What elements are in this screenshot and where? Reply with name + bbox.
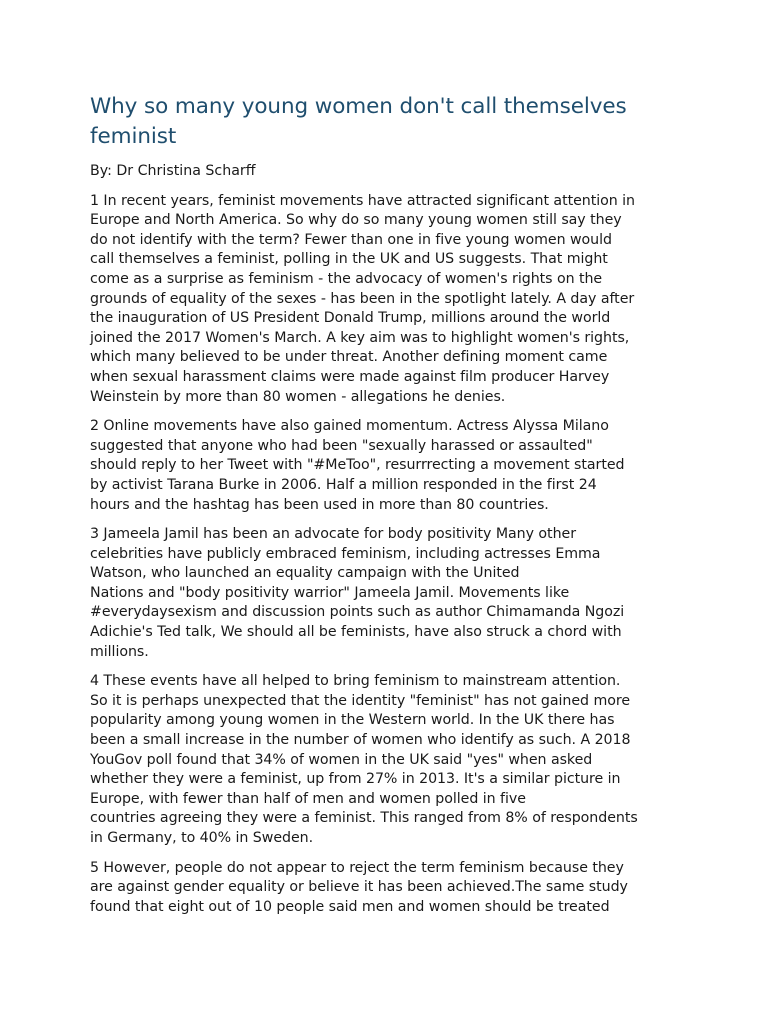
title-line: Why so many young women don't call themselves [90, 94, 627, 119]
page-title [90, 92, 682, 152]
article-body [90, 192, 682, 918]
paragraph-4 [90, 672, 682, 848]
text-line: popularity among young women in the Western world. In the UK there has [90, 712, 615, 729]
text-line: Weinstein by more than 80 women - allegations he denies. [90, 388, 506, 405]
text-line: which many believed to be under threat. Another defining moment came [90, 349, 608, 366]
text-line: been a small increase in the number of women who identify as such. A 2018 [90, 732, 631, 749]
text-line: YouGov poll found that 34% of women in the UK said "yes" when asked [90, 751, 593, 768]
text-line: Adichie's Ted talk, We should all be feminists, have also struck a chord with [90, 624, 622, 641]
document-page [90, 92, 682, 917]
text-line: should reply to her Tweet with "#MeToo", resurrrecting a movement started [90, 457, 625, 474]
text-line: grounds of equality of the sexes - has been in the spotlight lately. A day after [90, 290, 635, 307]
text-line: 1 In recent years, feminist movements have attracted significant attention in [90, 192, 635, 209]
paragraph-1 [90, 192, 682, 408]
text-line: Nations and "body positivity warrior" Jameela Jamil. Movements like [90, 584, 570, 601]
text-line: do not identify with the term? Fewer than one in five young women would [90, 231, 612, 248]
text-line: Europe and North America. So why do so many young women still say they [90, 212, 622, 229]
text-line: countries agreeing they were a feminist. This ranged from 8% of respondents [90, 810, 638, 827]
text-line: by activist Tarana Burke in 2006. Half a million responded in the first 24 [90, 476, 597, 493]
text-line: #everydaysexism and discussion points such as author Chimamanda Ngozi [90, 604, 625, 621]
title-line: feminist [90, 124, 177, 149]
text-line: Europe, with fewer than half of men and women polled in five [90, 790, 526, 807]
text-line: the inauguration of US President Donald Trump, millions around the world [90, 310, 611, 327]
text-line: 5 However, people do not appear to reject the term feminism because they [90, 859, 624, 876]
text-line: 4 These events have all helped to bring feminism to mainstream attention. [90, 673, 621, 690]
text-line: whether they were a feminist, up from 27% in 2013. It's a similar picture in [90, 771, 621, 788]
text-line: So it is perhaps unexpected that the identity "feminist" has not gained more [90, 692, 631, 709]
text-line: millions. [90, 643, 149, 660]
author-byline: By: Dr Christina Scharff [90, 163, 256, 179]
text-line: 2 Online movements have also gained momentum. Actress Alyssa Milano [90, 418, 609, 435]
text-line: 3 Jameela Jamil has been an advocate for body positivity Many other [90, 526, 576, 543]
text-line: call themselves a feminist, polling in the UK and US suggests. That might [90, 251, 608, 268]
text-line: joined the 2017 Women's March. A key aim was to highlight women's rights, [90, 329, 630, 346]
text-line: are against gender equality or believe it has been achieved.The same study [90, 879, 628, 896]
text-line: suggested that anyone who had been "sexually harassed or assaulted" [90, 437, 593, 454]
text-line: Watson, who launched an equality campaign with the United [90, 565, 520, 582]
paragraph-3 [90, 525, 682, 662]
text-line: hours and the hashtag has been used in more than 80 countries. [90, 496, 549, 513]
text-line: when sexual harassment claims were made against film producer Harvey [90, 368, 610, 385]
text-line: come as a surprise as feminism - the advocacy of women's rights on the [90, 270, 603, 287]
text-line: celebrities have publicly embraced feminism, including actresses Emma [90, 545, 601, 562]
text-line: found that eight out of 10 people said men and women should be treated [90, 898, 610, 915]
paragraph-5 [90, 859, 682, 918]
text-line: in Germany, to 40% in Sweden. [90, 830, 314, 846]
paragraph-2 [90, 417, 682, 515]
